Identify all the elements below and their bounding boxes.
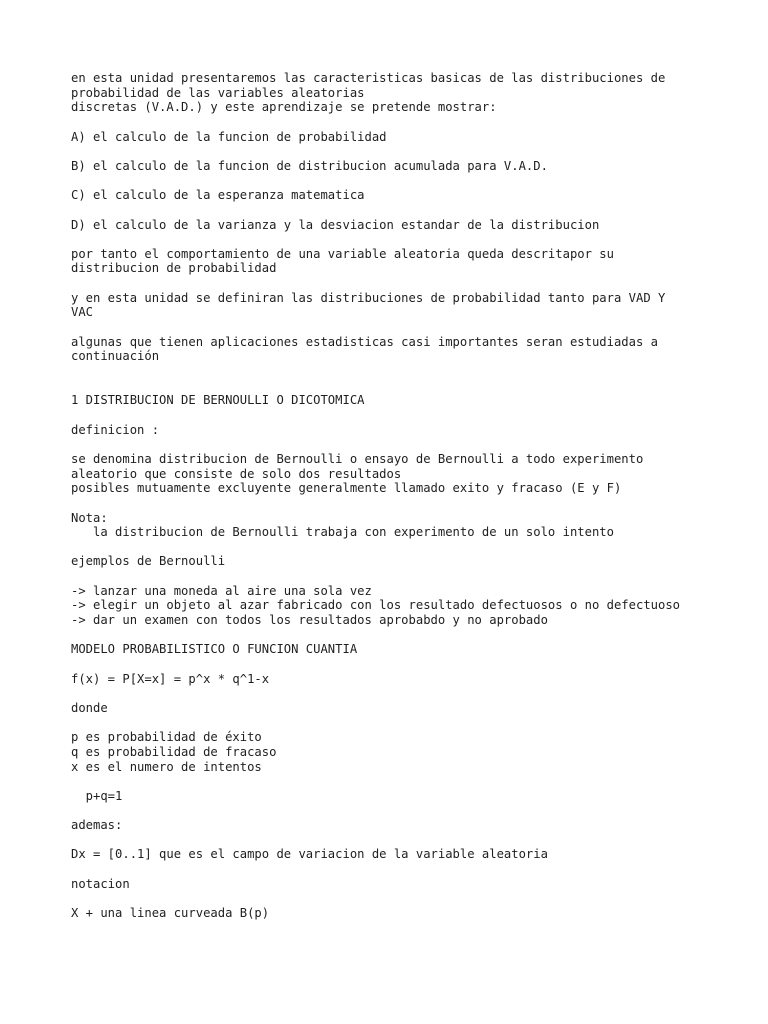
text-line [71,232,680,247]
text-line: MODELO PROBABILISTICO O FUNCION CUANTIA [71,642,358,657]
text-line [71,276,680,291]
text-line [71,657,680,672]
text-line: ejemplos de Bernoulli [71,554,226,569]
text-line: discretas (V.A.D.) y este aprendizaje se pretende mostrar: [71,100,497,115]
text-line [71,115,680,130]
text-line: q es probabilidad de fracaso [71,744,277,759]
text-line: definicion : [71,422,160,437]
text-line [71,174,680,189]
text-line [71,774,680,789]
text-line [71,569,680,584]
text-line: -> elegir un objeto al azar fabricado con los resultado defectuosos o no defectuoso [71,598,681,613]
text-line [71,716,680,731]
text-line [71,540,680,555]
text-line: D) el calculo de la varianza y la desviacion estandar de la distribucion [71,217,600,232]
text-line: Dx = [0..1] que es el campo de variacion de la variable aleatoria [71,847,548,862]
text-line [71,804,680,819]
text-line: -> lanzar una moneda al aire una sola vez [71,583,372,598]
text-line: B) el calculo de la funcion de distribucion acumulada para V.A.D. [71,158,548,173]
text-line: donde [71,700,108,715]
text-line: -> dar un examen con todos los resultados aprobabdo y no aprobado [71,613,548,628]
document-body [71,71,680,921]
text-line [71,686,680,701]
text-line: Nota: [71,510,108,525]
text-line: notacion [71,876,130,891]
text-line [71,144,680,159]
text-line [71,891,680,906]
text-line: x es el numero de intentos [71,759,262,774]
text-line: A) el calculo de la funcion de probabilidad [71,129,387,144]
text-line: algunas que tienen aplicaciones estadisticas casi importantes seran estudiadas a [71,334,658,349]
text-line: en esta unidad presentaremos las caracteristicas basicas de las distribuciones de [71,71,666,85]
text-line: probabilidad de las variables aleatorias [71,85,365,100]
text-line [71,408,680,423]
text-line: 1 DISTRIBUCION DE BERNOULLI O DICOTOMICA [71,393,365,408]
text-line: por tanto el comportamiento de una variable aleatoria queda descritapor su [71,246,614,261]
text-line: ademas: [71,818,123,833]
text-line [71,628,680,643]
text-line [71,496,680,511]
text-line: y en esta unidad se definiran las distribuciones de probabilidad tanto para VAD Y [71,290,666,305]
text-line [71,862,680,877]
text-line [71,364,680,379]
text-line: VAC [71,305,94,320]
text-line: se denomina distribucion de Bernoulli o ensayo de Bernoulli a todo experimento [71,451,644,466]
text-line [71,833,680,848]
text-line: C) el calculo de la esperanza matematica [71,188,365,203]
text-line: aleatorio que consiste de solo dos resultados [71,466,402,481]
text-line: distribucion de probabilidad [71,261,277,276]
text-line: f(x) = P[X=x] = p^x * q^1-x [71,671,270,686]
text-line: p+q=1 [71,788,123,803]
text-line [71,437,680,452]
text-line: p es probabilidad de éxito [71,730,262,745]
text-line: continuación [71,349,160,364]
text-line: X + una linea curveada B(p) [71,906,270,921]
text-line: posibles mutuamente excluyente generalmente llamado exito y fracaso (E y F) [71,481,622,496]
text-line: la distribucion de Bernoulli trabaja con experimento de un solo intento [71,525,614,540]
text-line [71,320,680,335]
text-line [71,379,680,394]
text-line [71,203,680,218]
